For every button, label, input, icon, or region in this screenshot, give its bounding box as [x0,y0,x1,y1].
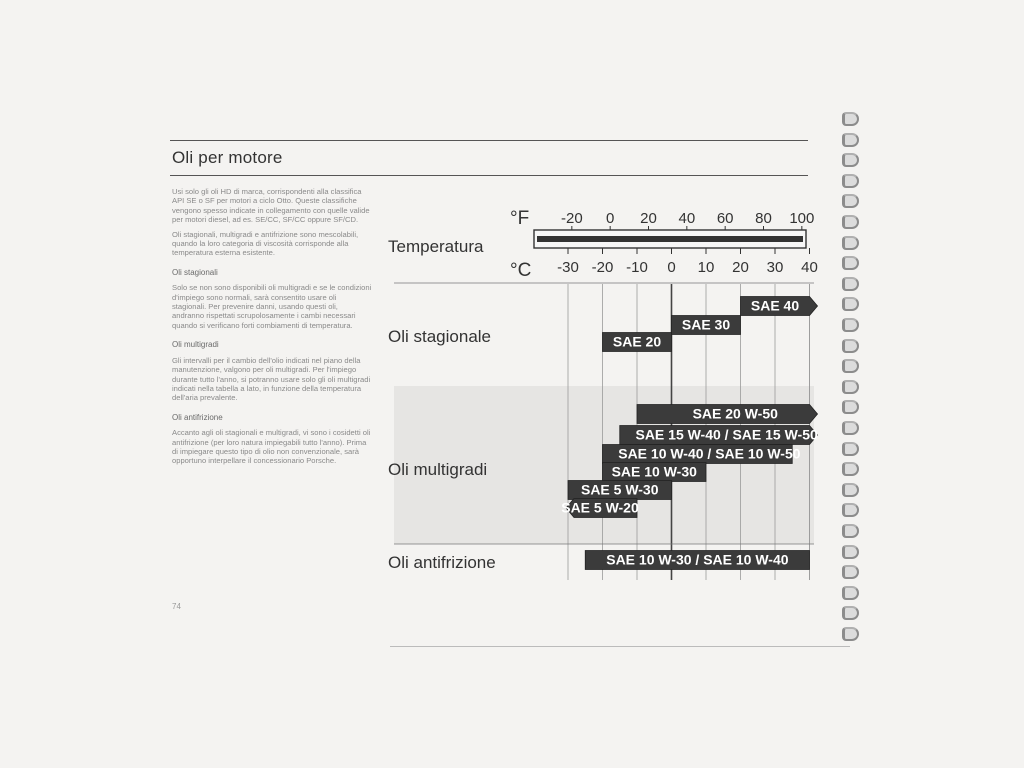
oil-grade-label: SAE 40 [750,297,800,314]
celsius-tick-label: -10 [626,259,648,276]
text-column [172,187,372,471]
temperature-scale-fill [537,236,803,242]
fahrenheit-tick-label: 100 [789,210,815,227]
group-label: Oli stagionale [388,327,492,346]
binding-ring [842,380,859,394]
fahrenheit-tick-label: 80 [755,210,772,227]
oil-viscosity-chart [384,190,824,590]
binding-ring [842,400,859,414]
celsius-tick-label: 0 [667,259,676,276]
page-title: Oli per motore [172,148,283,167]
binding-ring [842,194,859,208]
binding-ring [842,545,859,559]
oil-grade-label: SAE 15 W-40 / SAE 15 W-50 [635,426,818,443]
bottom-rule [390,646,850,647]
section-text: Solo se non sono disponibili oli multigradi e se le condizioni d'impiego sono normali, sarà consentito usare oli stagionali. Per prevenire danni, usando questi oli, andranno rispettati scrupolosamente i cambi necessari quando si verificano forti combiamenti di temperatura. [172,283,372,330]
fahrenheit-tick-label: 60 [716,210,734,227]
group-label: Oli antifrizione [388,553,496,572]
celsius-tick-label: 20 [732,259,749,276]
binding-ring [842,503,859,517]
binding-ring [842,442,859,456]
binding-ring [842,277,859,291]
binding-ring [842,627,859,641]
celsius-tick-label: 40 [801,259,818,276]
fahrenheit-tick-label: 0 [605,210,615,227]
binding-ring [842,174,859,188]
binding-ring [842,483,859,497]
binding-ring [842,256,859,270]
oil-grade-label: SAE 20 [612,333,662,350]
binding-ring [842,339,859,353]
oil-grade-label: SAE 5 W-30 [580,481,659,498]
fahrenheit-tick-label: -20 [560,210,583,227]
section-text: Gli intervalli per il cambio dell'olio indicati nel piano della manutenzione, valgono per oli multigradi. Per l'impiego durante tutto l'anno, si potranno usare solo gli oli multigradi indicati nella tabella a lato, in funzione della temperatura dell'aria prevalente. [172,355,371,403]
binding-ring [842,133,859,147]
oil-grade-label: SAE 30 [681,316,731,333]
section-heading: Oli multigradi [172,340,219,350]
binding-ring [842,359,859,373]
top-rule [170,140,808,141]
oil-grade-label: SAE 5 W-20 [561,499,639,516]
intro-paragraph-2: Oli stagionali, multigradi e antifrizione sono mescolabili, quando la loro categoria di viscosità corrisponde alla temperatura esterna esistente. [172,229,359,258]
binding-ring [842,215,859,229]
page-number: 74 [172,602,181,611]
binding-ring [842,421,859,435]
fahrenheit-tick-label: 20 [640,210,657,227]
celsius-tick-label: -20 [591,259,614,276]
title-rule [170,175,808,176]
binding-ring [842,586,859,600]
binding-ring [842,606,859,620]
binding-ring [842,153,859,167]
celsius-tick-label: 10 [697,259,715,276]
fahrenheit-unit-label: °F [510,208,530,229]
binding-ring [842,297,859,311]
section-text: Accanto agli oli stagionali e multigradi, vi sono i cosidetti oli antifrizione (per loro natura impiegabili tutto l'anno). Prima di impiegare questo tipo di olio non convenzionale, sarà opportuno interpellare il concessionario Porsche. [172,428,371,466]
spiral-binding [838,112,860,652]
celsius-tick-label: 30 [766,259,784,276]
section-heading: Oli stagionali [172,267,218,277]
binding-ring [842,524,859,538]
celsius-tick-label: -30 [557,259,579,276]
binding-ring [842,565,859,579]
group-label: Temperatura [388,237,484,256]
group-label: Oli multigradi [388,460,488,479]
binding-ring [842,318,859,332]
intro-paragraph: Usi solo gli oli HD di marca, corrispondenti alla classifica API SE o SF per motori a ciclo Otto. Queste classifiche vengono spesso indicate in collegamento con quelle valide per motori diesel, ad es. SE/CC, SF/CC oppure SF/CD. [172,187,370,225]
oil-grade-label: SAE 20 W-50 [692,405,778,422]
binding-ring [842,236,859,250]
oil-grade-label: SAE 10 W-30 / SAE 10 W-40 [606,551,789,568]
celsius-unit-label: °C [510,260,532,281]
binding-ring [842,462,859,476]
oil-grade-label: SAE 10 W-30 [611,463,697,480]
section-heading: Oli antifrizione [172,412,223,422]
binding-ring [842,112,859,126]
oil-grade-label: SAE 10 W-40 / SAE 10 W-50 [618,445,801,462]
fahrenheit-tick-label: 40 [678,210,696,227]
